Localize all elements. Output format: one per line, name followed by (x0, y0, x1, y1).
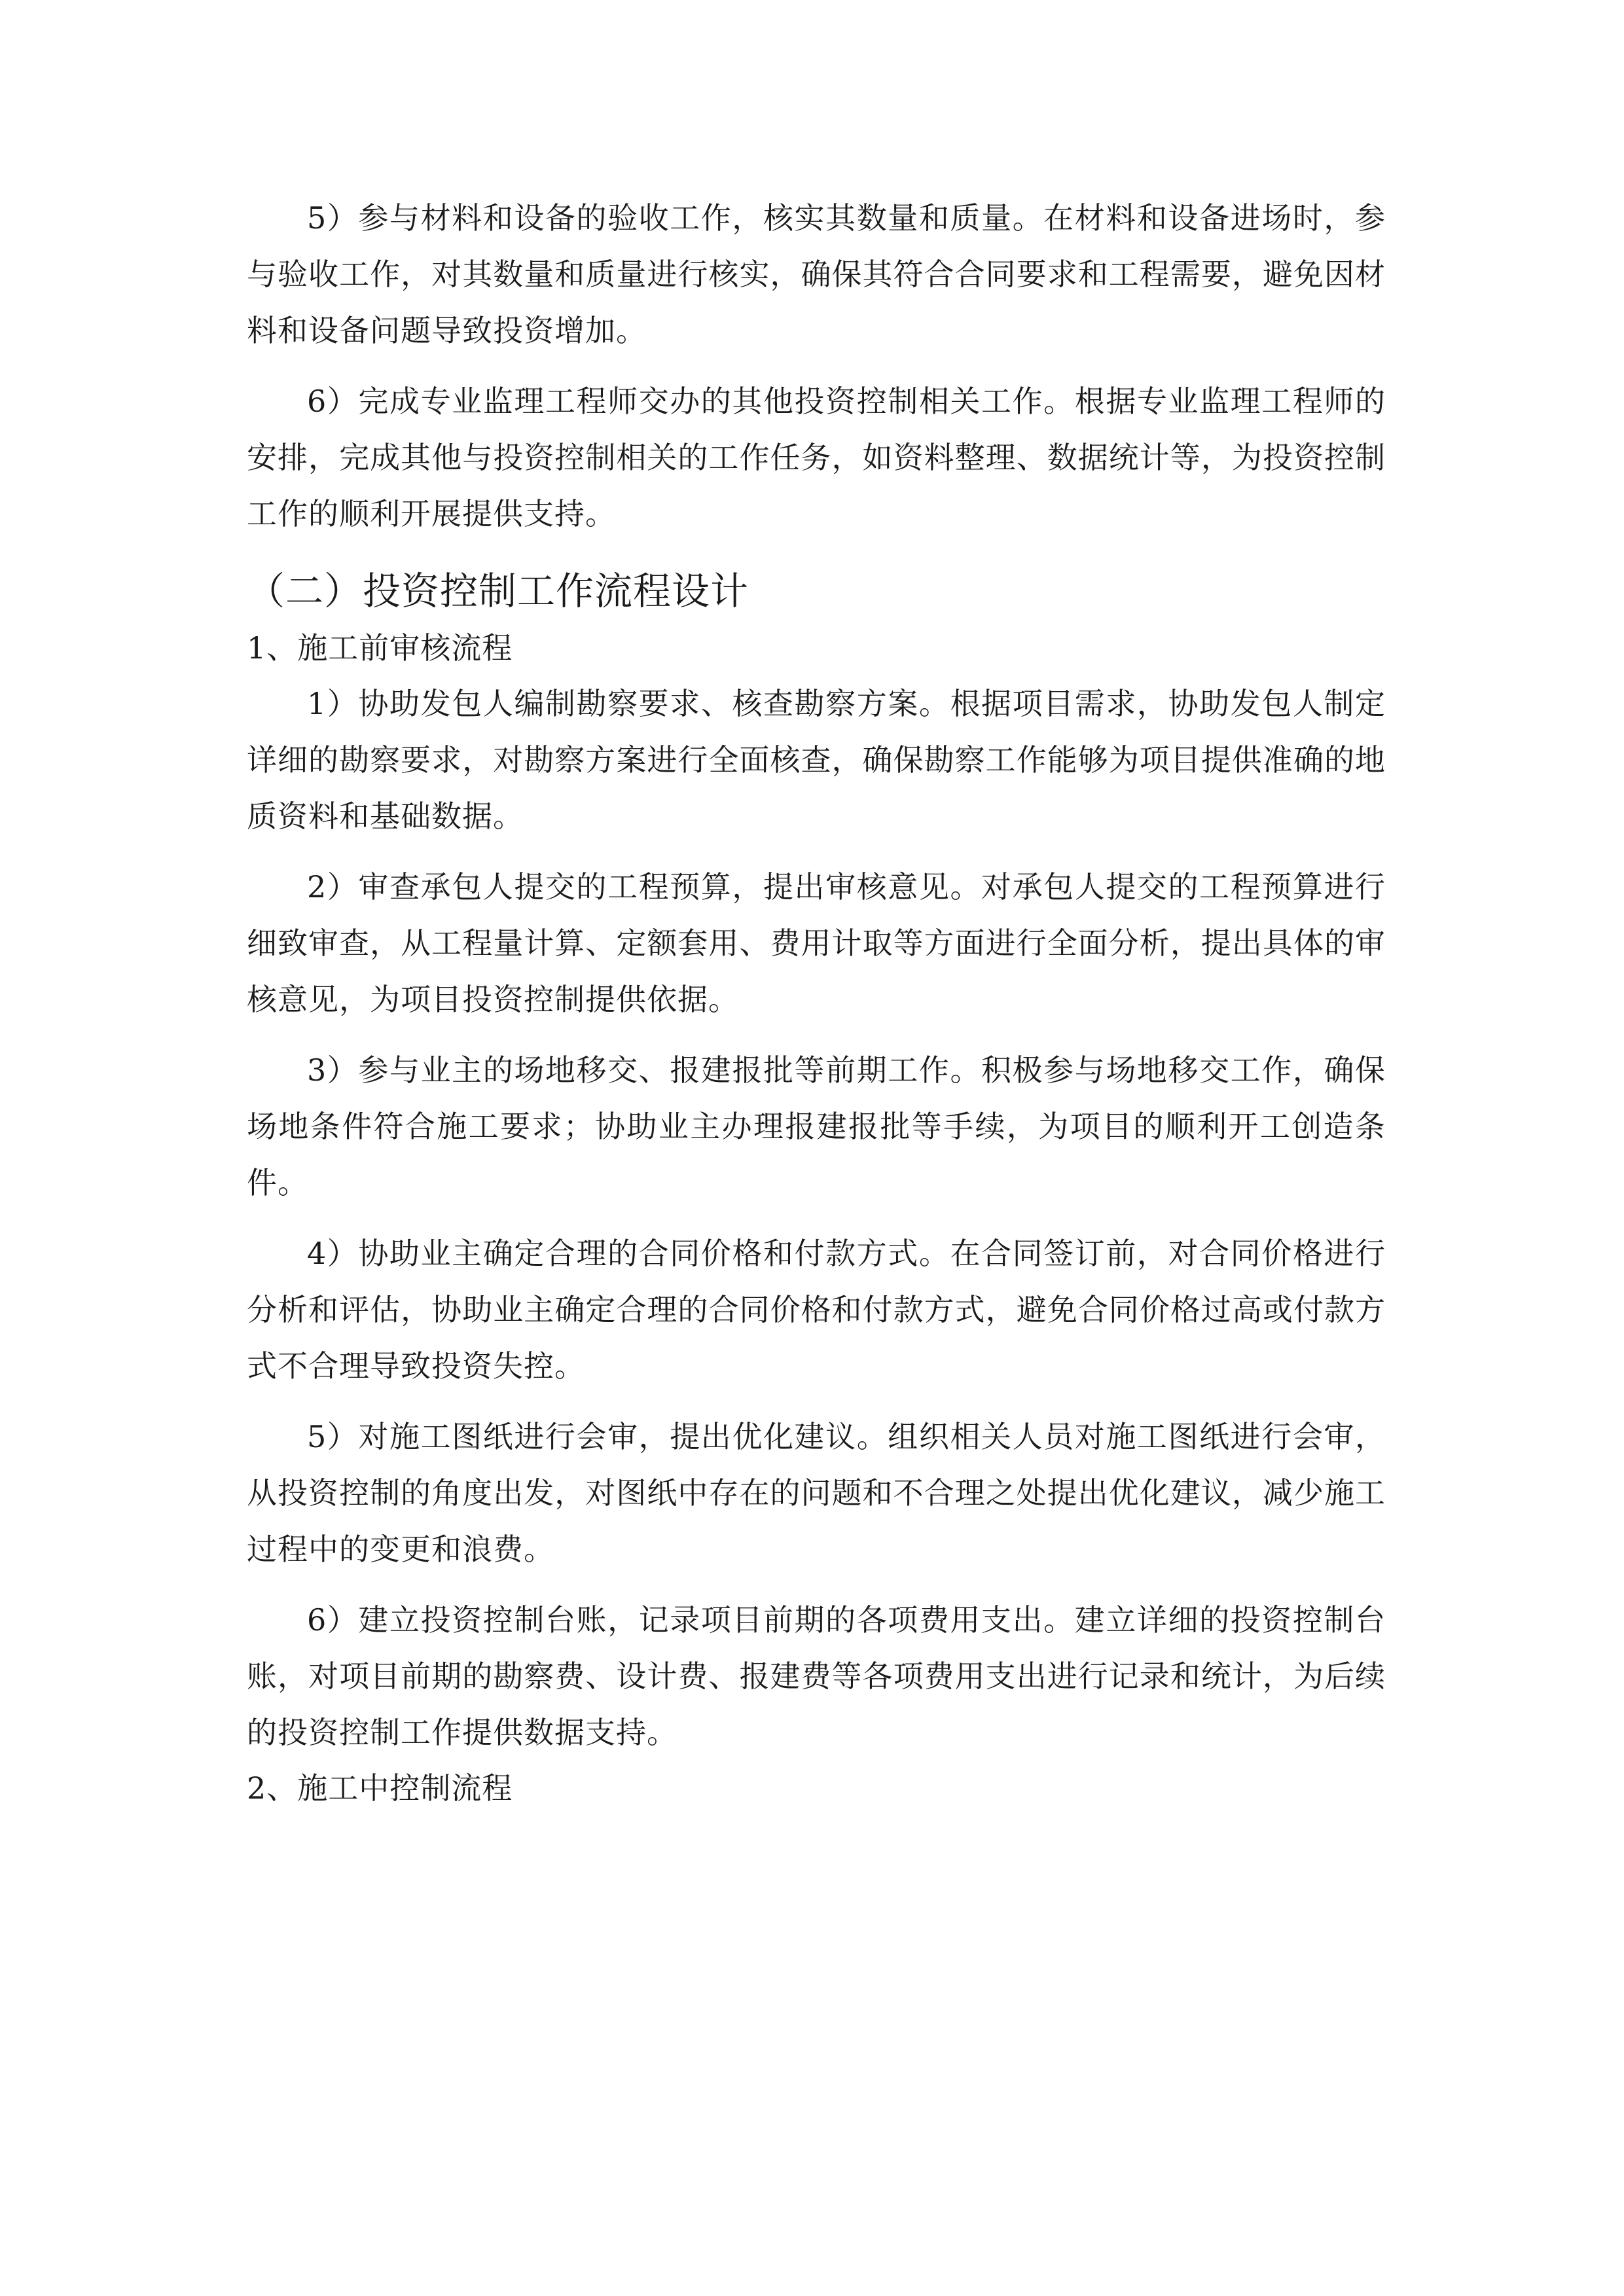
paragraph-item-5-materials-acceptance: 5）参与材料和设备的验收工作，核实其数量和质量。在材料和设备进场时，参与验收工作，对其数量和质量进行核实，确保其符合合同要求和工程需要，避免因材料和设备问题导致投资增加。 (247, 200, 1386, 348)
paragraph-item-6-cost-ledger: 6）建立投资控制台账，记录项目前期的各项费用支出。建立详细的投资控制台账，对项目前期的勘察费、设计费、报建费等各项费用支出进行记录和统计，为后续的投资控制工作提供数据支持。 (247, 1602, 1386, 1750)
paragraph-item-3-site-handover: 3）参与业主的场地移交、报建报批等前期工作。积极参与场地移交工作，确保场地条件符合施工要求；协助业主办理报建报批等手续，为项目的顺利开工创造条件。 (247, 1052, 1386, 1200)
document-body (247, 190, 1386, 1816)
subheading-pre-construction-review: 1、施工前审核流程 (247, 630, 513, 666)
paragraph-item-4-contract-price: 4）协助业主确定合理的合同价格和付款方式。在合同签订前，对合同价格进行分析和评估，协助业主确定合理的合同价格和付款方式，避免合同价格过高或付款方式不合理导致投资失控。 (247, 1236, 1386, 1384)
paragraph-item-1-survey-requirements: 1）协助发包人编制勘察要求、核查勘察方案。根据项目需求，协助发包人制定详细的勘察要求，对勘察方案进行全面核查，确保勘察工作能够为项目提供准确的地质资料和基础数据。 (247, 686, 1386, 834)
section-heading-workflow-design: （二）投资控制工作流程设计 (247, 569, 749, 613)
paragraph-item-2-budget-review: 2）审查承包人提交的工程预算，提出审核意见。对承包人提交的工程预算进行细致审查，从工程量计算、定额套用、费用计取等方面进行全面分析，提出具体的审核意见，为项目投资控制提供依据。 (247, 869, 1386, 1017)
subheading-construction-control: 2、施工中控制流程 (247, 1770, 513, 1806)
paragraph-item-5-drawing-review: 5）对施工图纸进行会审，提出优化建议。组织相关人员对施工图纸进行会审，从投资控制的角度出发，对图纸中存在的问题和不合理之处提出优化建议，减少施工过程中的变更和浪费。 (247, 1419, 1386, 1567)
paragraph-item-6-other-tasks: 6）完成专业监理工程师交办的其他投资控制相关工作。根据专业监理工程师的安排，完成其他与投资控制相关的工作任务，如资料整理、数据统计等，为投资控制工作的顺利开展提供支持。 (247, 384, 1386, 531)
